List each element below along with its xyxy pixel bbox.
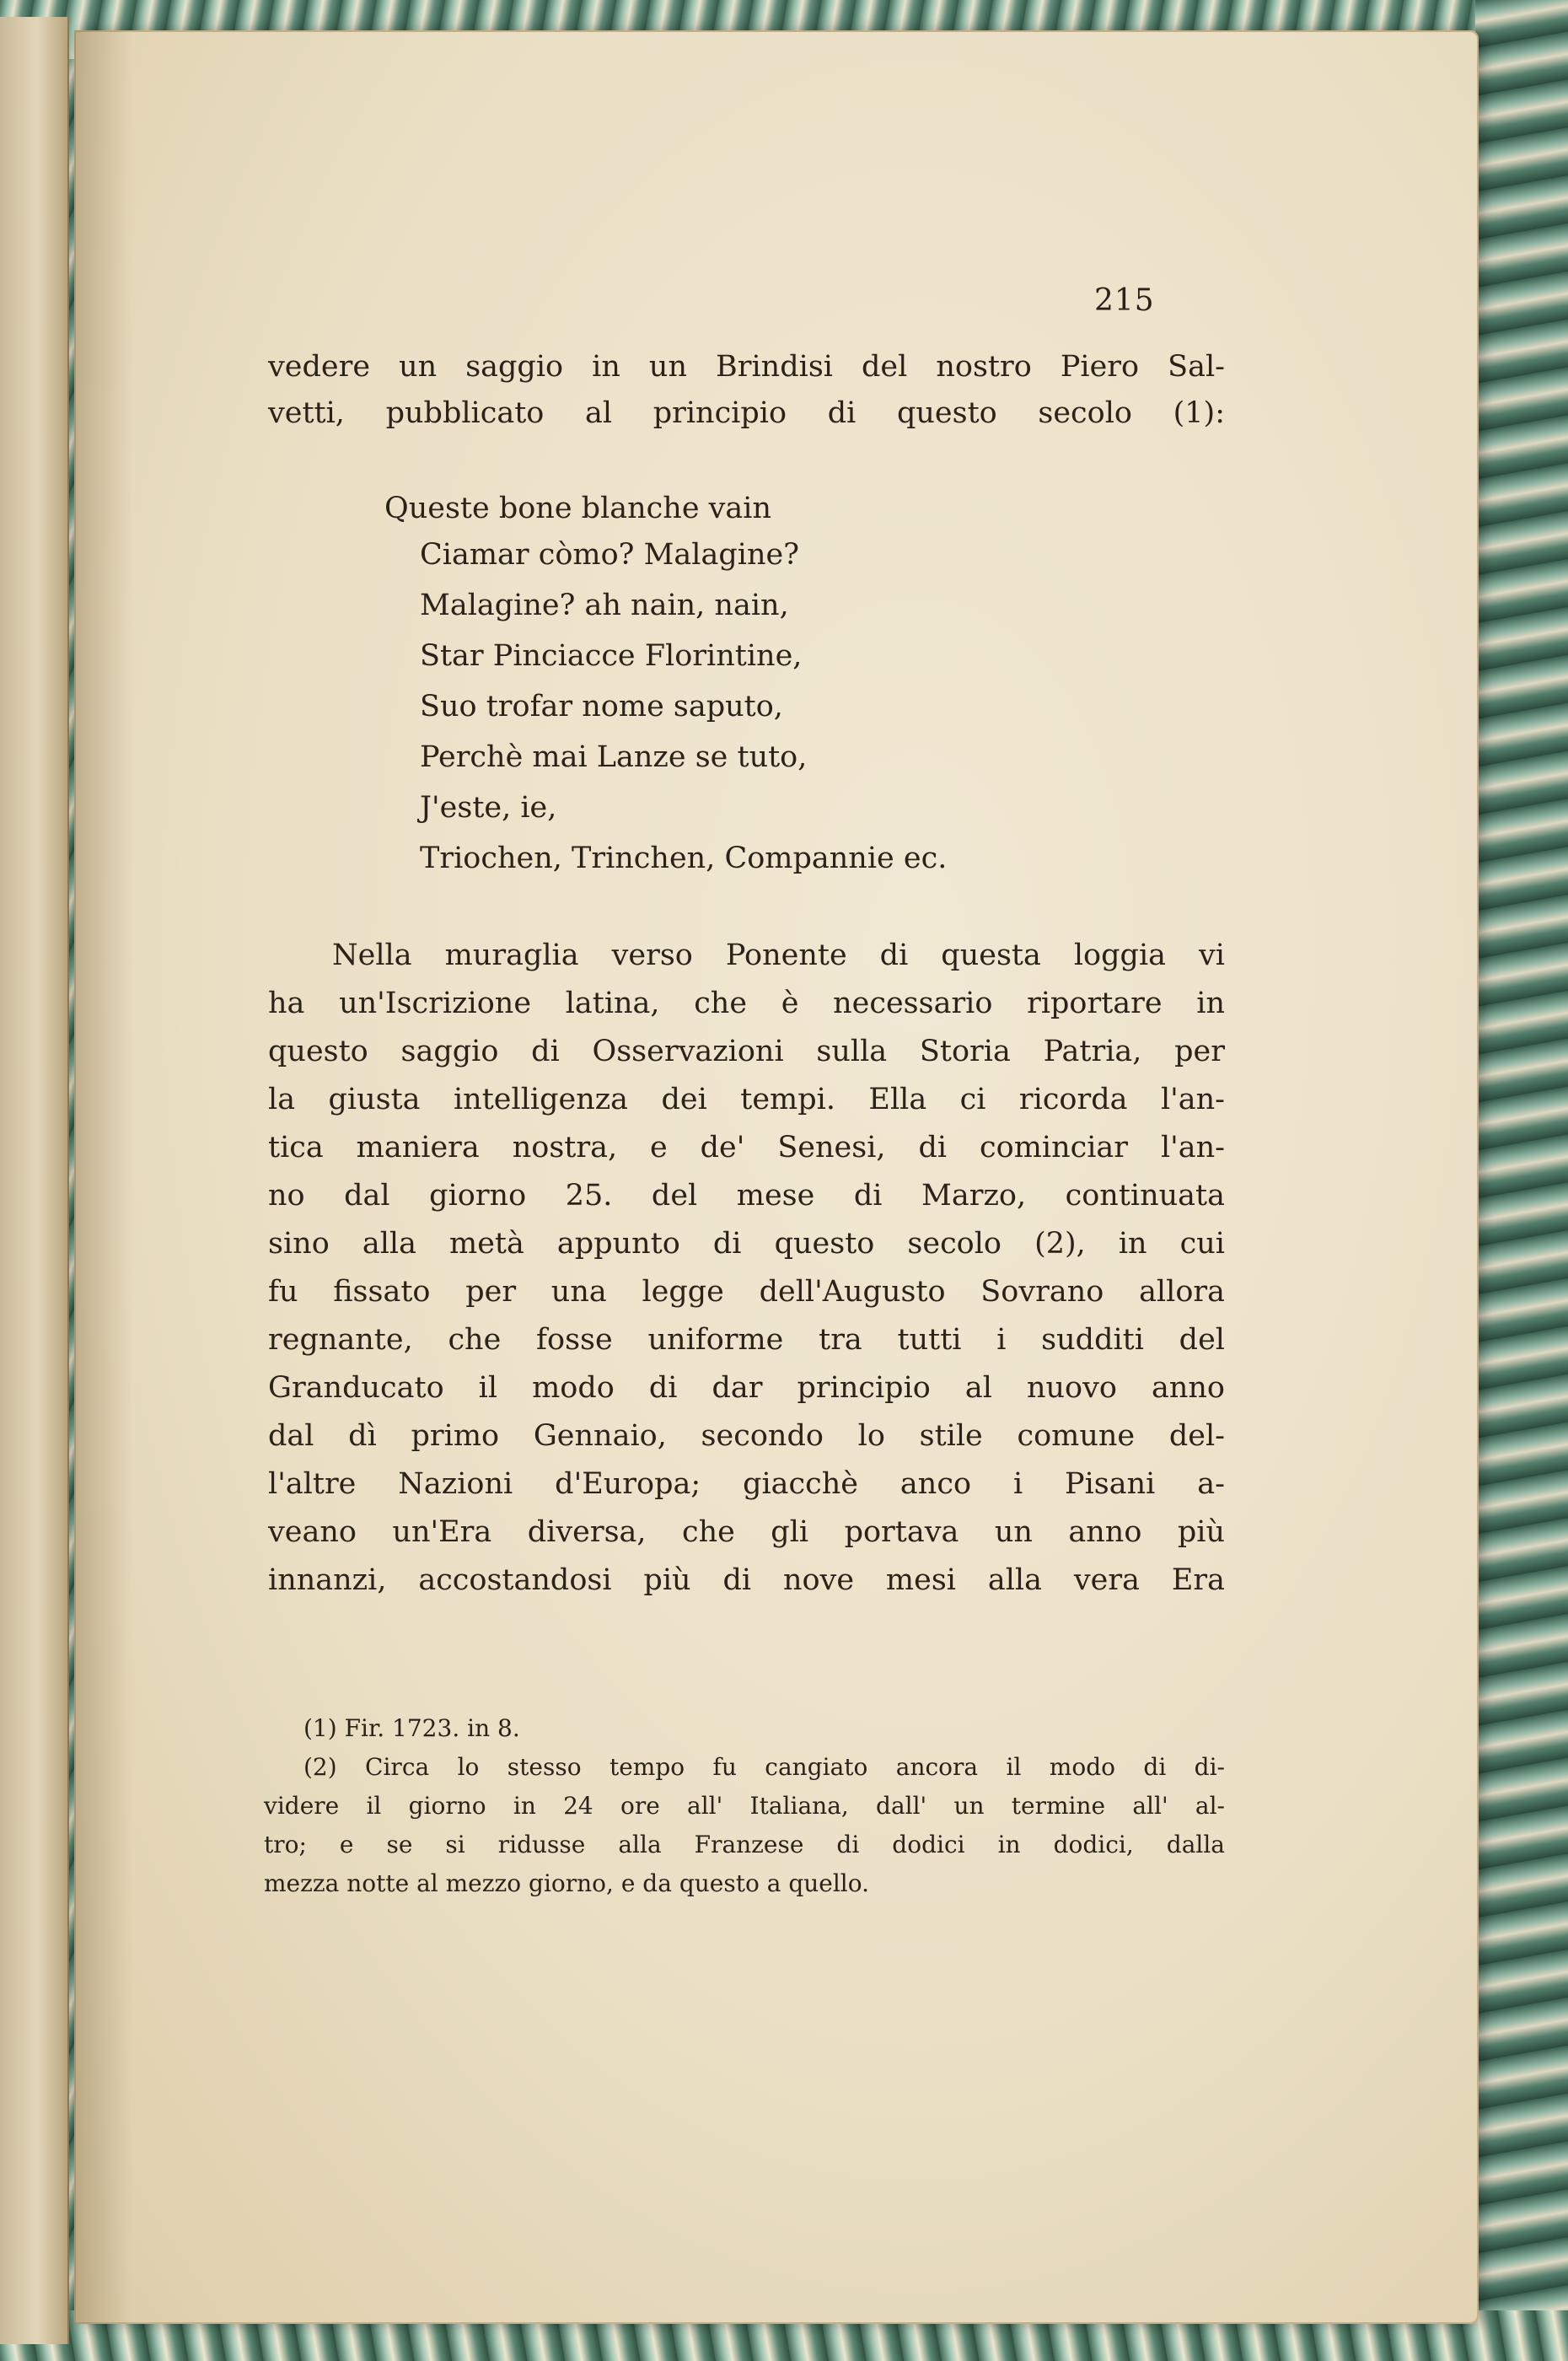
paragraph-line: innanzi, accostandosi più di nove mesi alla vera Era	[268, 1563, 1225, 1597]
gutter-shadow	[74, 30, 133, 2324]
paragraph-line: dal dì primo Gennaio, secondo lo stile comune del-	[268, 1419, 1225, 1453]
paragraph-line: questo saggio di Osservazioni sulla Storia Patria, per	[268, 1035, 1225, 1068]
page-number: 215	[1094, 283, 1155, 318]
paragraph-line: tica maniera nostra, e de' Senesi, di cominciar l'an-	[268, 1131, 1225, 1164]
footnote-line: tro; e se si ridusse alla Franzese di dodici in dodici, dalla	[264, 1831, 1225, 1858]
book-page	[74, 30, 1479, 2324]
paragraph-line: sino alla metà appunto di questo secolo (2), in cui	[268, 1227, 1225, 1261]
paragraph-line: Granducato il modo di dar principio al nuovo anno	[268, 1371, 1225, 1405]
intro-line: vedere un saggio in un Brindisi del nostro Piero Sal-	[268, 350, 1225, 384]
verse-line: Queste bone blanche vain	[384, 492, 772, 525]
footnote-line: (2) Circa lo stesso tempo fu cangiato ancora il modo di di-	[303, 1753, 1225, 1781]
paragraph-line: l'altre Nazioni d'Europa; giacchè anco i Pisani a-	[268, 1467, 1225, 1501]
verse-line: J'este, ie,	[420, 791, 557, 825]
paragraph-line: no dal giorno 25. del mese di Marzo, continuata	[268, 1179, 1225, 1213]
paragraph-line: ha un'Iscrizione latina, che è necessario riportare in	[268, 987, 1225, 1020]
verse-line: Star Pinciacce Florintine,	[420, 639, 803, 673]
verse-line: Triochen, Trinchen, Compannie ec.	[420, 842, 948, 875]
facing-page-edge	[0, 17, 69, 2344]
paragraph-line: veano un'Era diversa, che gli portava un anno più	[268, 1515, 1225, 1549]
paragraph-line: Nella muraglia verso Ponente di questa loggia vi	[332, 938, 1225, 972]
verse-line: Perchè mai Lanze se tuto,	[420, 740, 808, 774]
paragraph-line: regnante, che fosse uniforme tra tutti i sudditi del	[268, 1323, 1225, 1357]
footnote-line: (1) Fir. 1723. in 8.	[303, 1714, 520, 1742]
marbled-board-right-edge	[1475, 0, 1568, 2361]
verse-line: Malagine? ah nain, nain,	[420, 589, 789, 622]
footnote-line: mezza notte al mezzo giorno, e da questo a quello.	[264, 1869, 870, 1897]
footnote-line: videre il giorno in 24 ore all' Italiana, dall' un termine all' al-	[264, 1792, 1225, 1820]
verse-line: Suo trofar nome saputo,	[420, 690, 783, 723]
paragraph-line: fu fissato per una legge dell'Augusto Sovrano allora	[268, 1275, 1225, 1309]
paragraph-line: la giusta intelligenza dei tempi. Ella ci ricorda l'an-	[268, 1083, 1225, 1116]
intro-line: vetti, pubblicato al principio di questo secolo (1):	[268, 396, 1225, 430]
verse-line: Ciamar còmo? Malagine?	[420, 538, 799, 572]
